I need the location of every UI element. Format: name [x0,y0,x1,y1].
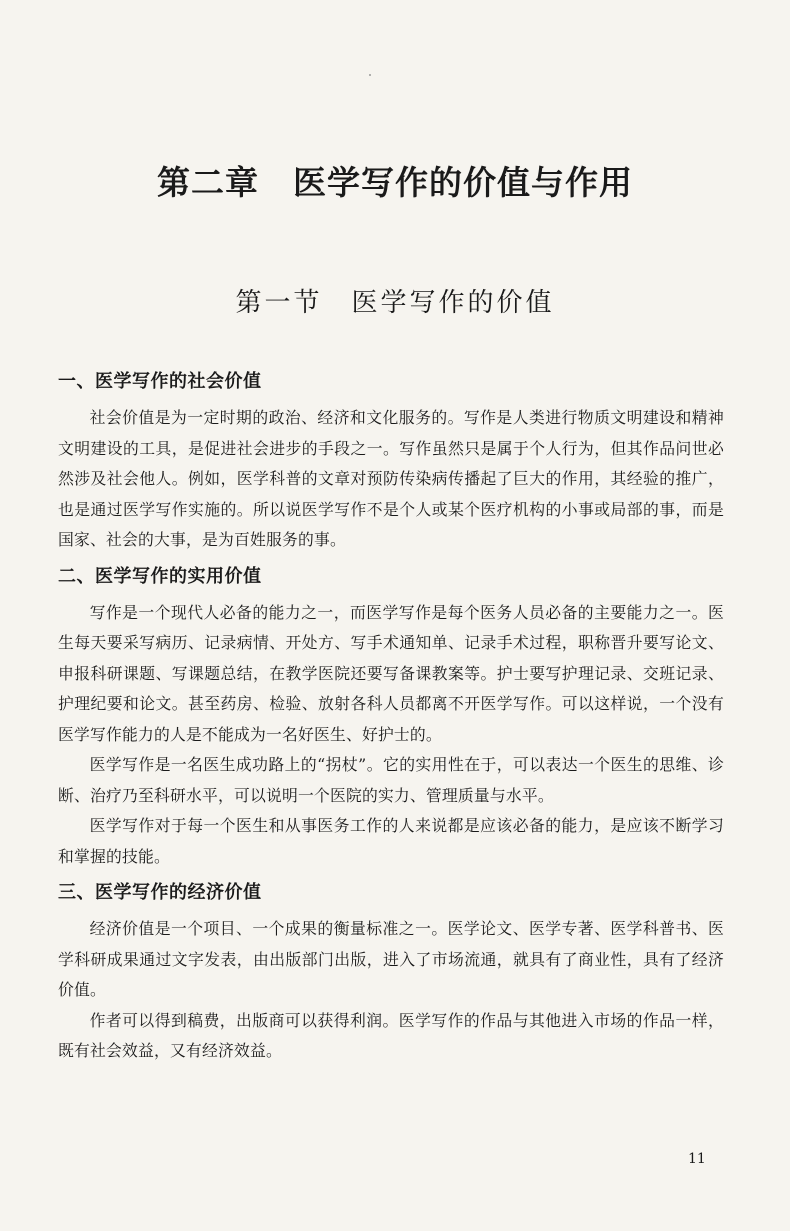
paragraph: 写作是一个现代人必备的能力之一，而医学写作是每个医务人员必备的主要能力之一。医生每天要采写病历、记录病情、开处方、写手术通知单、记录手术过程，职称晋升要写论文、申报科研课题、写课题总结，在教学医院还要写备课教案等。护士要写护理记录、交班记录、护理纪要和论文。甚至药房、检验、放射各科人员都离不开医学写作。可以这样说，一个没有医学写作能力的人是不能成为一名好医生、好护士的。 [58,602,724,744]
scan-speck [369,74,371,76]
subsection-social-value [58,367,724,556]
subsection-heading: 二、医学写作的实用价值 [58,565,262,587]
paragraph: 医学写作是一名医生成功路上的“拐杖”。它的实用性在于，可以表达一个医生的思维、诊断、治疗乃至科研水平，可以说明一个医院的实力、管理质量与水平。 [58,755,724,805]
subsection-heading: 一、医学写作的社会价值 [58,371,262,392]
subsection-economic-value [58,878,724,1067]
page-number: 11 [688,1151,706,1167]
section-title: 第一节 医学写作的价值 [235,288,555,318]
subsection-heading: 三、医学写作的经济价值 [58,882,262,903]
paragraph: 社会价值是为一定时期的政治、经济和文化服务的。写作是人类进行物质文明建设和精神文明建设的工具，是促进社会进步的手段之一。写作虽然只是属于个人行为，但其作品问世必然涉及社会他人。例如，医学科普的文章对预防传染病传播起了巨大的作用，其经验的推广，也是通过医学写作实施的。所以说医学写作不是个人或某个医疗机构的小事或局部的事，而是国家、社会的大事，是为百姓服务的事。 [58,408,724,549]
subsection-practical-value [58,562,724,873]
paragraph: 作者可以得到稿费，出版商可以获得利润。医学写作的作品与其他进入市场的作品一样，既有社会效益，又有经济效益。 [58,1010,724,1060]
paragraph: 医学写作对于每一个医生和从事医务工作的人来说都是应该必备的能力，是应该不断学习和掌握的技能。 [58,816,724,866]
chapter-title: 第二章 医学写作的价值与作用 [157,163,633,202]
page-body [58,367,724,1067]
paragraph: 经济价值是一个项目、一个成果的衡量标准之一。医学论文、医学专著、医学科普书、医学科研成果通过文字发表，由出版部门出版，进入了市场流通，就具有了商业性，具有了经济价值。 [58,919,724,999]
